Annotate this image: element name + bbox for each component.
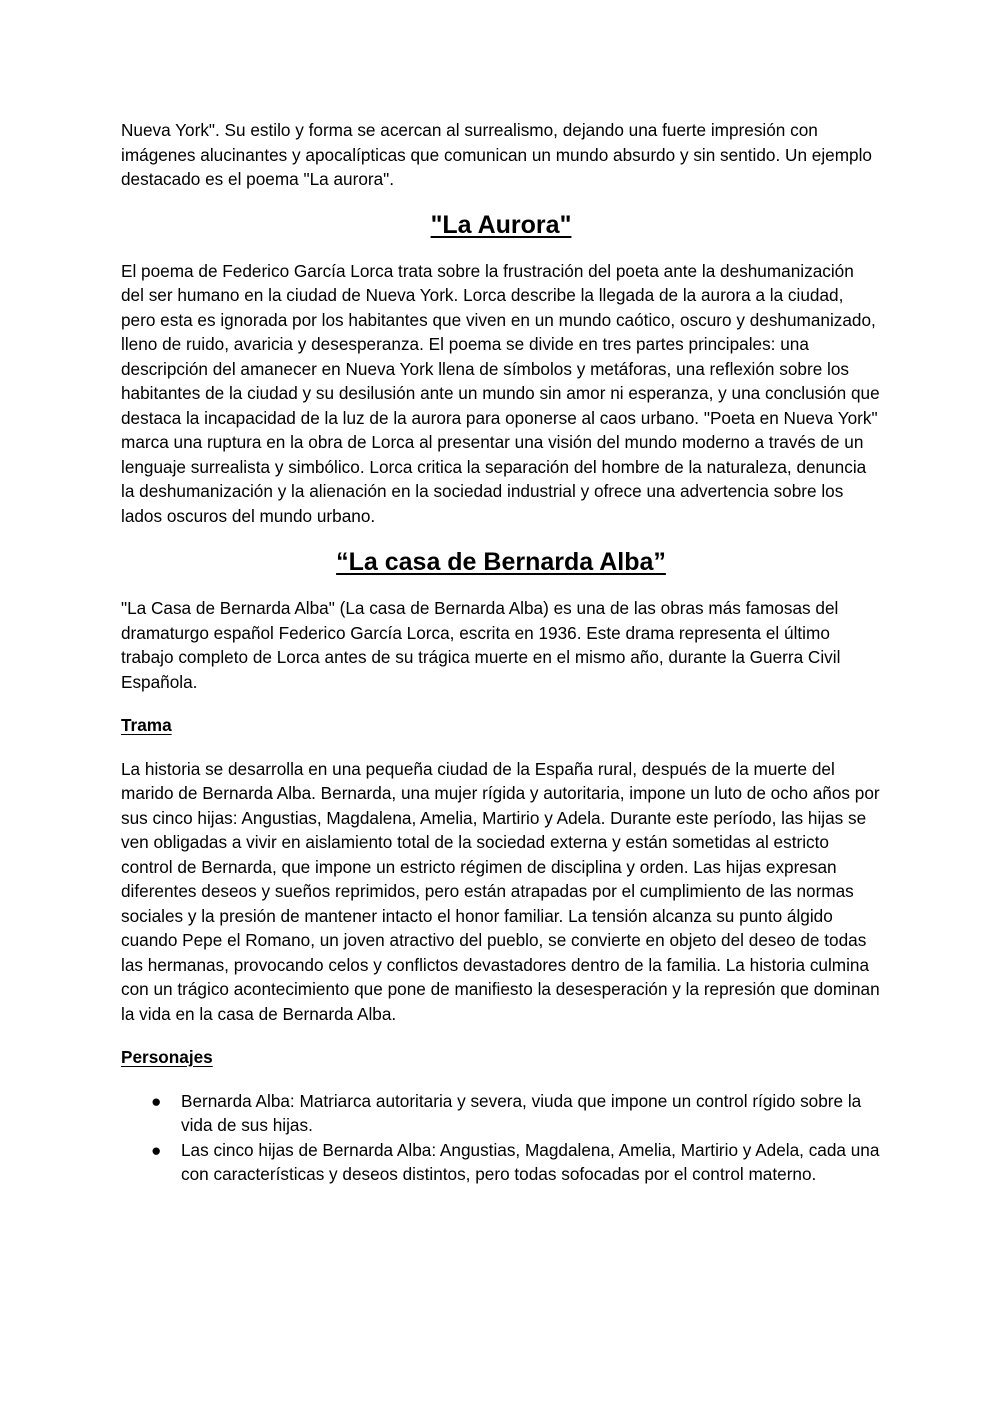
trama-paragraph: La historia se desarrolla en una pequeña ciudad de la España rural, después de la muerte del marido de Bernarda Alba. Bernarda, una mujer rígida y autoritaria, impone un luto de ocho años por sus cinco hijas: Angustias, Magdalena, Amelia, Martirio y Adela. Durante este período, las hijas se ven obligadas a vivir en aislamiento total de la sociedad externa y están sometidas al estricto control de Bernarda, que impone un estricto régimen de disciplina y orden. Las hijas expresan diferentes deseos y sueños reprimidos, pero están atrapadas por el cumplimiento de las normas sociales y la presión de mantener intacto el honor familiar. La tensión alcanza su punto álgido cuando Pepe el Romano, un joven atractivo del pueblo, se convierte en objeto del deseo de todas las hermanas, provocando celos y conflictos devastadores dentro de la familia. La historia culmina con un trágico acontecimiento que pone de manifiesto la desesperación y la represión que dominan la vida en la casa de Bernarda Alba. xyxy=(121,758,880,1024)
personajes-label: Personajes xyxy=(121,1047,213,1067)
list-item xyxy=(121,1138,881,1187)
list-item xyxy=(121,1089,881,1138)
bernarda-heading: “La casa de Bernarda Alba” xyxy=(336,548,666,576)
list-item-text: Las cinco hijas de Bernarda Alba: Angustias, Magdalena, Amelia, Martirio y Adela, cada una con características y deseos distintos, pero todas sofocadas por el control materno. xyxy=(181,1139,880,1184)
personajes-list xyxy=(121,1089,881,1187)
trama-label: Trama xyxy=(121,715,172,735)
document-page xyxy=(121,118,881,1187)
aurora-paragraph: El poema de Federico García Lorca trata sobre la frustración del poeta ante la deshumanización del ser humano en la ciudad de Nueva York. Lorca describe la llegada de la aurora a la ciudad, pero esta es ignorada por los habitantes que viven en un mundo caótico, oscuro y deshumanizado, lleno de ruido, avaricia y desesperanza. El poema se divide en tres partes principales: una descripción del amanecer en Nueva York llena de símbolos y metáforas, una reflexión sobre los habitantes de la ciudad y su desilusión ante un mundo sin amor ni esperanza, y una conclusión que destaca la incapacidad de la luz de la aurora para oponerse al caos urbano. "Poeta en Nueva York" marca una ruptura en la obra de Lorca al presentar una visión del mundo moderno a través de un lenguaje surrealista y simbólico. Lorca critica la separación del hombre de la naturaleza, denuncia la deshumanización y la alienación en la sociedad industrial y ofrece una advertencia sobre los lados oscuros del mundo urbano. xyxy=(121,260,880,526)
bernarda-intro-paragraph: "La Casa de Bernarda Alba" (La casa de Bernarda Alba) es una de las obras más famosas del dramaturgo español Federico García Lorca, escrita en 1936. Este drama representa el último trabajo completo de Lorca antes de su trágica muerte en el mismo año, durante la Guerra Civil Española. xyxy=(121,598,841,692)
bullet-icon: ● xyxy=(151,1139,162,1160)
list-item-text: Bernarda Alba: Matriarca autoritaria y severa, viuda que impone un control rígido sobre la vida de sus hijas. xyxy=(181,1090,862,1135)
intro-paragraph: Nueva York". Su estilo y forma se acercan al surrealismo, dejando una fuerte impresión con imágenes alucinantes y apocalípticas que comunican un mundo absurdo y sin sentido. Un ejemplo destacado es el poema "La aurora". xyxy=(121,120,872,189)
bullet-icon: ● xyxy=(151,1090,162,1111)
aurora-heading: "La Aurora" xyxy=(430,210,572,239)
